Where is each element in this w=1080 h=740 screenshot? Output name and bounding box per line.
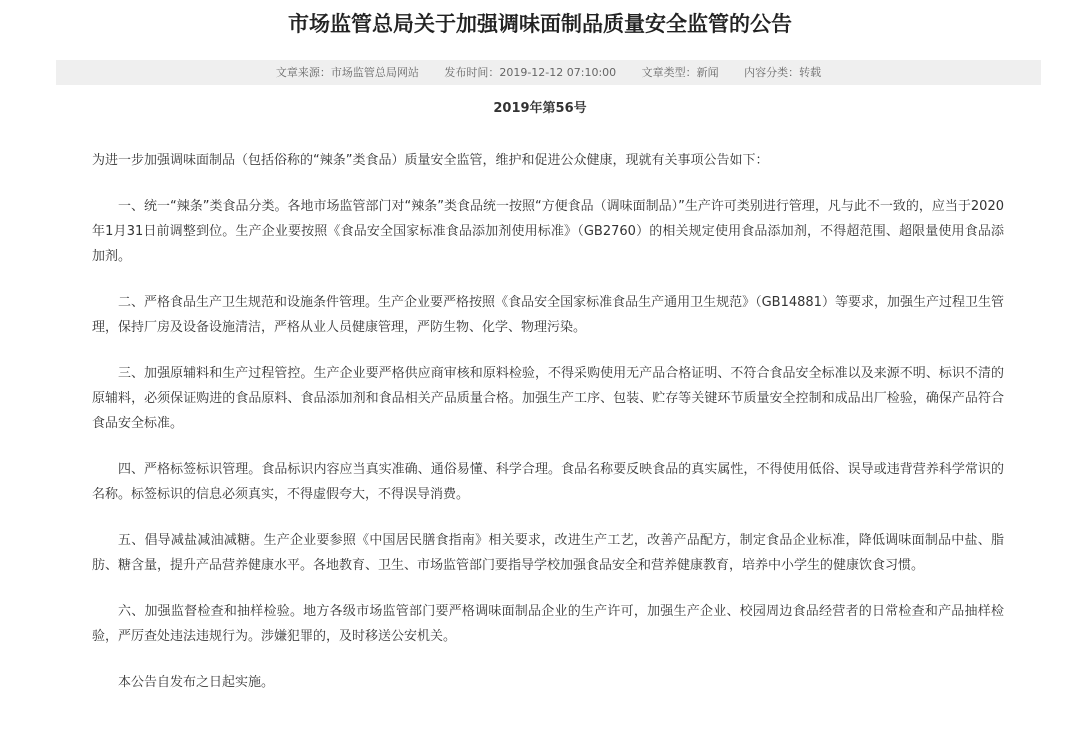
intro-paragraph: 为进一步加强调味面制品（包括俗称的“辣条”类食品）质量安全监管，维护和促进公众健康，现就有关事项公告如下：: [92, 153, 769, 168]
article-title: 市场监管总局关于加强调味面制品质量安全监管的公告: [288, 12, 792, 36]
article-source: 文章来源：市场监管总局网站: [275, 66, 419, 79]
body-paragraph-1: 一、统一“辣条”类食品分类。各地市场监管部门对“辣条”类食品统一按照“方便食品（调味面制品）”生产许可类别进行管理，凡与此不一致的，应当于2020年1月31日前调整到位。生产企业要按照《食品安全国家标准食品添加剂使用标准》（GB2760）的相关规定使用食品添加剂，不得超范围、超限量使用食品添加剂。: [92, 199, 1004, 264]
body-paragraph-3: 三、加强原辅料和生产过程管控。生产企业要严格供应商审核和原料检验，不得采购使用无产品合格证明、不符合食品安全标准以及来源不明、标识不清的原辅料，必须保证购进的食品原料、食品添加剂和食品相关产品质量合格。加强生产工序、包装、贮存等关键环节质量安全控制和成品出厂检验，确保产品符合食品安全标准。: [92, 366, 1004, 431]
document-number: 2019年第56号: [493, 101, 587, 116]
body-paragraph-6: 六、加强监督检查和抽样检验。地方各级市场监管部门要严格调味面制品企业的生产许可，加强生产企业、校园周边食品经营者的日常检查和产品抽样检验，严厉查处违法违规行为。涉嫌犯罪的，及时移送公安机关。: [92, 604, 1004, 644]
article-meta-bar: [56, 60, 1041, 85]
body-paragraph-2: 二、严格食品生产卫生规范和设施条件管理。生产企业要严格按照《食品安全国家标准食品生产通用卫生规范》（GB14881）等要求，加强生产过程卫生管理，保持厂房及设备设施清洁，严格从业人员健康管理，严防生物、化学、物理污染。: [92, 295, 1004, 335]
body-paragraph-4: 四、严格标签标识管理。食品标识内容应当真实准确、通俗易懂、科学合理。食品名称要反映食品的真实属性，不得使用低俗、误导或违背营养科学常识的名称。标签标识的信息必须真实，不得虚假夸大，不得误导消费。: [92, 462, 1004, 502]
article-category: 内容分类：转载: [744, 66, 822, 79]
closing-paragraph: 本公告自发布之日起实施。: [118, 675, 275, 690]
body-paragraph-5: 五、倡导减盐减油减糖。生产企业要参照《中国居民膳食指南》相关要求，改进生产工艺，改善产品配方，制定食品企业标准，降低调味面制品中盐、脂肪、糖含量，提升产品营养健康水平。各地教育、卫生、市场监管部门要指导学校加强食品安全和营养健康教育，培养中小学生的健康饮食习惯。: [92, 533, 1004, 573]
article-type: 文章类型：新闻: [641, 66, 719, 79]
article-publish-time: 发布时间：2019-12-12 07:10:00: [444, 66, 617, 79]
article-body: [92, 148, 1004, 716]
